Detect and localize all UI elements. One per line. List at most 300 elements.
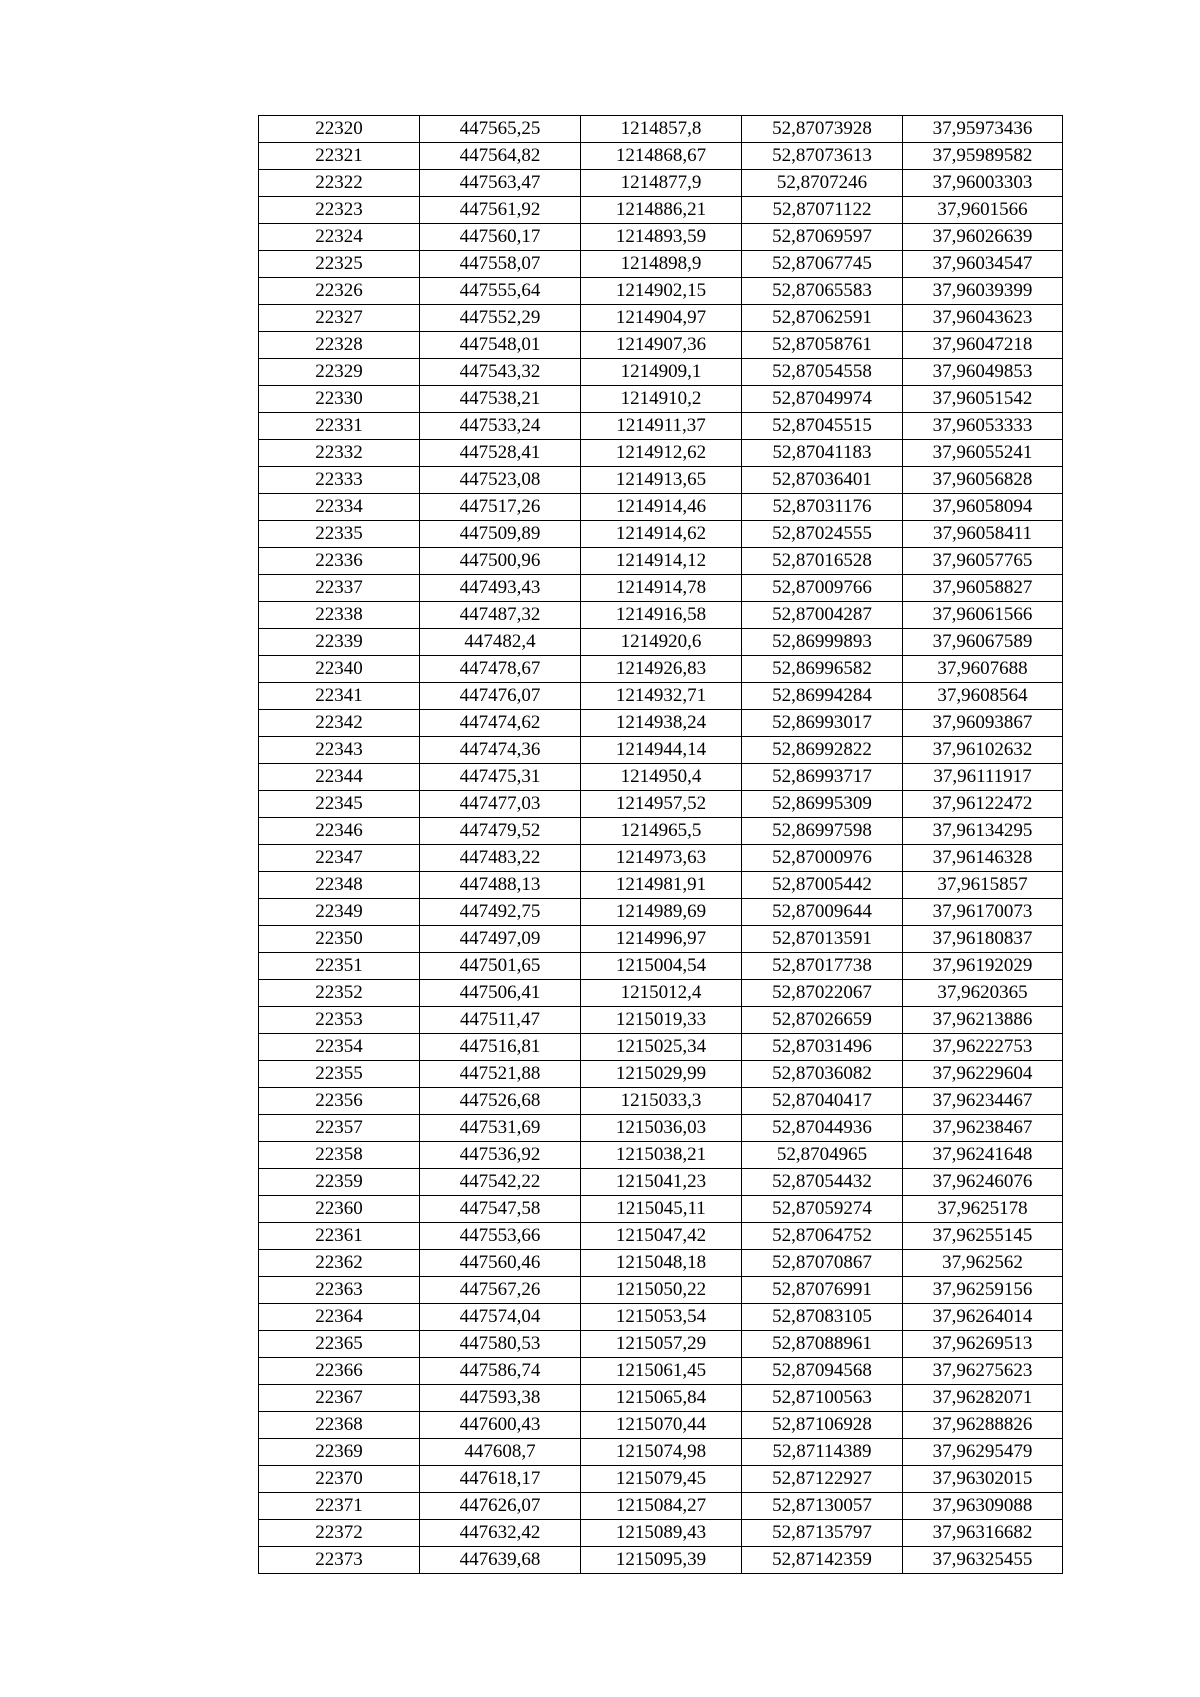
longitude-cell: 37,96039399	[903, 278, 1063, 305]
latitude-cell: 52,87064752	[742, 1223, 903, 1250]
latitude-cell: 52,87017738	[742, 953, 903, 980]
x-coordinate-cell: 447567,26	[420, 1277, 581, 1304]
latitude-cell: 52,87054558	[742, 359, 903, 386]
table-row	[259, 548, 1063, 575]
table-row	[259, 1520, 1063, 1547]
y-coordinate-cell: 1215048,18	[581, 1250, 742, 1277]
x-coordinate-cell: 447487,32	[420, 602, 581, 629]
y-coordinate-cell: 1214902,15	[581, 278, 742, 305]
latitude-cell: 52,86997598	[742, 818, 903, 845]
x-coordinate-cell: 447492,75	[420, 899, 581, 926]
latitude-cell: 52,87041183	[742, 440, 903, 467]
longitude-cell: 37,96093867	[903, 710, 1063, 737]
longitude-cell: 37,96061566	[903, 602, 1063, 629]
latitude-cell: 52,87065583	[742, 278, 903, 305]
y-coordinate-cell: 1215050,22	[581, 1277, 742, 1304]
table-row	[259, 116, 1063, 143]
point-number-cell: 22325	[259, 251, 420, 278]
latitude-cell: 52,86999893	[742, 629, 903, 656]
table-row	[259, 899, 1063, 926]
longitude-cell: 37,96288826	[903, 1412, 1063, 1439]
x-coordinate-cell: 447548,01	[420, 332, 581, 359]
point-number-cell: 22354	[259, 1034, 420, 1061]
y-coordinate-cell: 1214920,6	[581, 629, 742, 656]
longitude-cell: 37,96241648	[903, 1142, 1063, 1169]
table-row	[259, 710, 1063, 737]
longitude-cell: 37,9620365	[903, 980, 1063, 1007]
x-coordinate-cell: 447536,92	[420, 1142, 581, 1169]
table-row	[259, 845, 1063, 872]
x-coordinate-cell: 447474,36	[420, 737, 581, 764]
table-row	[259, 791, 1063, 818]
y-coordinate-cell: 1214914,12	[581, 548, 742, 575]
latitude-cell: 52,8704965	[742, 1142, 903, 1169]
latitude-cell: 52,87067745	[742, 251, 903, 278]
y-coordinate-cell: 1214909,1	[581, 359, 742, 386]
x-coordinate-cell: 447533,24	[420, 413, 581, 440]
table-row	[259, 629, 1063, 656]
y-coordinate-cell: 1215089,43	[581, 1520, 742, 1547]
point-number-cell: 22363	[259, 1277, 420, 1304]
x-coordinate-cell: 447531,69	[420, 1115, 581, 1142]
point-number-cell: 22349	[259, 899, 420, 926]
latitude-cell: 52,87142359	[742, 1547, 903, 1574]
y-coordinate-cell: 1215079,45	[581, 1466, 742, 1493]
table-row	[259, 1385, 1063, 1412]
longitude-cell: 37,96234467	[903, 1088, 1063, 1115]
longitude-cell: 37,962562	[903, 1250, 1063, 1277]
table-row	[259, 1223, 1063, 1250]
x-coordinate-cell: 447608,7	[420, 1439, 581, 1466]
table-row	[259, 1331, 1063, 1358]
y-coordinate-cell: 1214912,62	[581, 440, 742, 467]
table-row	[259, 224, 1063, 251]
latitude-cell: 52,87083105	[742, 1304, 903, 1331]
latitude-cell: 52,86994284	[742, 683, 903, 710]
y-coordinate-cell: 1215047,42	[581, 1223, 742, 1250]
longitude-cell: 37,96047218	[903, 332, 1063, 359]
longitude-cell: 37,96325455	[903, 1547, 1063, 1574]
x-coordinate-cell: 447543,32	[420, 359, 581, 386]
point-number-cell: 22358	[259, 1142, 420, 1169]
latitude-cell: 52,86996582	[742, 656, 903, 683]
longitude-cell: 37,96295479	[903, 1439, 1063, 1466]
y-coordinate-cell: 1215084,27	[581, 1493, 742, 1520]
x-coordinate-cell: 447538,21	[420, 386, 581, 413]
longitude-cell: 37,96056828	[903, 467, 1063, 494]
table-row	[259, 1115, 1063, 1142]
x-coordinate-cell: 447482,4	[420, 629, 581, 656]
x-coordinate-cell: 447561,92	[420, 197, 581, 224]
latitude-cell: 52,87130057	[742, 1493, 903, 1520]
y-coordinate-cell: 1215029,99	[581, 1061, 742, 1088]
x-coordinate-cell: 447476,07	[420, 683, 581, 710]
latitude-cell: 52,87058761	[742, 332, 903, 359]
x-coordinate-cell: 447493,43	[420, 575, 581, 602]
x-coordinate-cell: 447563,47	[420, 170, 581, 197]
point-number-cell: 22338	[259, 602, 420, 629]
y-coordinate-cell: 1214868,67	[581, 143, 742, 170]
latitude-cell: 52,87024555	[742, 521, 903, 548]
table-row	[259, 1412, 1063, 1439]
table-row	[259, 197, 1063, 224]
x-coordinate-cell: 447560,17	[420, 224, 581, 251]
x-coordinate-cell: 447478,67	[420, 656, 581, 683]
latitude-cell: 52,87036082	[742, 1061, 903, 1088]
latitude-cell: 52,87013591	[742, 926, 903, 953]
table-row	[259, 683, 1063, 710]
longitude-cell: 37,96269513	[903, 1331, 1063, 1358]
point-number-cell: 22329	[259, 359, 420, 386]
longitude-cell: 37,96034547	[903, 251, 1063, 278]
latitude-cell: 52,87114389	[742, 1439, 903, 1466]
latitude-cell: 52,87069597	[742, 224, 903, 251]
point-number-cell: 22323	[259, 197, 420, 224]
longitude-cell: 37,96134295	[903, 818, 1063, 845]
x-coordinate-cell: 447497,09	[420, 926, 581, 953]
y-coordinate-cell: 1215061,45	[581, 1358, 742, 1385]
y-coordinate-cell: 1214965,5	[581, 818, 742, 845]
y-coordinate-cell: 1214904,97	[581, 305, 742, 332]
x-coordinate-cell: 447626,07	[420, 1493, 581, 1520]
y-coordinate-cell: 1215095,39	[581, 1547, 742, 1574]
latitude-cell: 52,87122927	[742, 1466, 903, 1493]
table-row	[259, 1547, 1063, 1574]
latitude-cell: 52,87016528	[742, 548, 903, 575]
longitude-cell: 37,96264014	[903, 1304, 1063, 1331]
x-coordinate-cell: 447565,25	[420, 116, 581, 143]
x-coordinate-cell: 447517,26	[420, 494, 581, 521]
longitude-cell: 37,9608564	[903, 683, 1063, 710]
x-coordinate-cell: 447564,82	[420, 143, 581, 170]
y-coordinate-cell: 1215012,4	[581, 980, 742, 1007]
latitude-cell: 52,87040417	[742, 1088, 903, 1115]
y-coordinate-cell: 1215025,34	[581, 1034, 742, 1061]
longitude-cell: 37,96003303	[903, 170, 1063, 197]
latitude-cell: 52,87031176	[742, 494, 903, 521]
latitude-cell: 52,87000976	[742, 845, 903, 872]
latitude-cell: 52,87026659	[742, 1007, 903, 1034]
x-coordinate-cell: 447483,22	[420, 845, 581, 872]
longitude-cell: 37,96238467	[903, 1115, 1063, 1142]
point-number-cell: 22324	[259, 224, 420, 251]
longitude-cell: 37,9601566	[903, 197, 1063, 224]
latitude-cell: 52,86992822	[742, 737, 903, 764]
point-number-cell: 22341	[259, 683, 420, 710]
y-coordinate-cell: 1214957,52	[581, 791, 742, 818]
table-row	[259, 872, 1063, 899]
point-number-cell: 22342	[259, 710, 420, 737]
y-coordinate-cell: 1214926,83	[581, 656, 742, 683]
point-number-cell: 22355	[259, 1061, 420, 1088]
point-number-cell: 22345	[259, 791, 420, 818]
point-number-cell: 22346	[259, 818, 420, 845]
y-coordinate-cell: 1214893,59	[581, 224, 742, 251]
longitude-cell: 37,96282071	[903, 1385, 1063, 1412]
x-coordinate-cell: 447479,52	[420, 818, 581, 845]
point-number-cell: 22337	[259, 575, 420, 602]
latitude-cell: 52,87088961	[742, 1331, 903, 1358]
y-coordinate-cell: 1214913,65	[581, 467, 742, 494]
y-coordinate-cell: 1215065,84	[581, 1385, 742, 1412]
y-coordinate-cell: 1215019,33	[581, 1007, 742, 1034]
point-number-cell: 22328	[259, 332, 420, 359]
x-coordinate-cell: 447580,53	[420, 1331, 581, 1358]
x-coordinate-cell: 447526,68	[420, 1088, 581, 1115]
latitude-cell: 52,87045515	[742, 413, 903, 440]
point-number-cell: 22332	[259, 440, 420, 467]
latitude-cell: 52,87073613	[742, 143, 903, 170]
table-row	[259, 818, 1063, 845]
latitude-cell: 52,87070867	[742, 1250, 903, 1277]
longitude-cell: 37,96102632	[903, 737, 1063, 764]
point-number-cell: 22373	[259, 1547, 420, 1574]
y-coordinate-cell: 1214944,14	[581, 737, 742, 764]
longitude-cell: 37,95973436	[903, 116, 1063, 143]
longitude-cell: 37,96067589	[903, 629, 1063, 656]
x-coordinate-cell: 447593,38	[420, 1385, 581, 1412]
latitude-cell: 52,87054432	[742, 1169, 903, 1196]
latitude-cell: 52,86993717	[742, 764, 903, 791]
y-coordinate-cell: 1214981,91	[581, 872, 742, 899]
latitude-cell: 52,87009644	[742, 899, 903, 926]
latitude-cell: 52,87106928	[742, 1412, 903, 1439]
y-coordinate-cell: 1215041,23	[581, 1169, 742, 1196]
table-row	[259, 737, 1063, 764]
longitude-cell: 37,96246076	[903, 1169, 1063, 1196]
table-row	[259, 359, 1063, 386]
x-coordinate-cell: 447552,29	[420, 305, 581, 332]
point-number-cell: 22370	[259, 1466, 420, 1493]
table-row	[259, 1439, 1063, 1466]
longitude-cell: 37,96170073	[903, 899, 1063, 926]
table-row	[259, 521, 1063, 548]
point-number-cell: 22336	[259, 548, 420, 575]
table-row	[259, 575, 1063, 602]
x-coordinate-cell: 447542,22	[420, 1169, 581, 1196]
longitude-cell: 37,96122472	[903, 791, 1063, 818]
point-number-cell: 22367	[259, 1385, 420, 1412]
point-number-cell: 22351	[259, 953, 420, 980]
point-number-cell: 22372	[259, 1520, 420, 1547]
point-number-cell: 22321	[259, 143, 420, 170]
point-number-cell: 22347	[259, 845, 420, 872]
table-row	[259, 494, 1063, 521]
y-coordinate-cell: 1214898,9	[581, 251, 742, 278]
latitude-cell: 52,86993017	[742, 710, 903, 737]
y-coordinate-cell: 1214916,58	[581, 602, 742, 629]
x-coordinate-cell: 447501,65	[420, 953, 581, 980]
latitude-cell: 52,87135797	[742, 1520, 903, 1547]
latitude-cell: 52,87036401	[742, 467, 903, 494]
y-coordinate-cell: 1214989,69	[581, 899, 742, 926]
point-number-cell: 22369	[259, 1439, 420, 1466]
y-coordinate-cell: 1214886,21	[581, 197, 742, 224]
point-number-cell: 22344	[259, 764, 420, 791]
longitude-cell: 37,96043623	[903, 305, 1063, 332]
point-number-cell: 22327	[259, 305, 420, 332]
point-number-cell: 22330	[259, 386, 420, 413]
point-number-cell: 22335	[259, 521, 420, 548]
latitude-cell: 52,87073928	[742, 116, 903, 143]
table-row	[259, 1196, 1063, 1223]
latitude-cell: 52,87031496	[742, 1034, 903, 1061]
x-coordinate-cell: 447528,41	[420, 440, 581, 467]
latitude-cell: 52,87005442	[742, 872, 903, 899]
longitude-cell: 37,96058094	[903, 494, 1063, 521]
longitude-cell: 37,96111917	[903, 764, 1063, 791]
point-number-cell: 22340	[259, 656, 420, 683]
y-coordinate-cell: 1215074,98	[581, 1439, 742, 1466]
table-row	[259, 386, 1063, 413]
table-row	[259, 602, 1063, 629]
point-number-cell: 22364	[259, 1304, 420, 1331]
longitude-cell: 37,96058411	[903, 521, 1063, 548]
longitude-cell: 37,96302015	[903, 1466, 1063, 1493]
y-coordinate-cell: 1214996,97	[581, 926, 742, 953]
point-number-cell: 22343	[259, 737, 420, 764]
longitude-cell: 37,9607688	[903, 656, 1063, 683]
x-coordinate-cell: 447560,46	[420, 1250, 581, 1277]
x-coordinate-cell: 447586,74	[420, 1358, 581, 1385]
table-row	[259, 1061, 1063, 1088]
point-number-cell: 22348	[259, 872, 420, 899]
table-row	[259, 251, 1063, 278]
x-coordinate-cell: 447555,64	[420, 278, 581, 305]
latitude-cell: 52,87100563	[742, 1385, 903, 1412]
table-row	[259, 278, 1063, 305]
x-coordinate-cell: 447558,07	[420, 251, 581, 278]
x-coordinate-cell: 447500,96	[420, 548, 581, 575]
y-coordinate-cell: 1214911,37	[581, 413, 742, 440]
y-coordinate-cell: 1214877,9	[581, 170, 742, 197]
latitude-cell: 52,87009766	[742, 575, 903, 602]
table-row	[259, 467, 1063, 494]
coordinates-table	[258, 115, 1063, 1574]
longitude-cell: 37,96192029	[903, 953, 1063, 980]
x-coordinate-cell: 447553,66	[420, 1223, 581, 1250]
x-coordinate-cell: 447574,04	[420, 1304, 581, 1331]
longitude-cell: 37,96055241	[903, 440, 1063, 467]
y-coordinate-cell: 1214932,71	[581, 683, 742, 710]
point-number-cell: 22366	[259, 1358, 420, 1385]
y-coordinate-cell: 1215070,44	[581, 1412, 742, 1439]
latitude-cell: 52,87076991	[742, 1277, 903, 1304]
point-number-cell: 22365	[259, 1331, 420, 1358]
x-coordinate-cell: 447547,58	[420, 1196, 581, 1223]
longitude-cell: 37,96309088	[903, 1493, 1063, 1520]
point-number-cell: 22326	[259, 278, 420, 305]
point-number-cell: 22333	[259, 467, 420, 494]
table-row	[259, 764, 1063, 791]
y-coordinate-cell: 1215004,54	[581, 953, 742, 980]
y-coordinate-cell: 1214907,36	[581, 332, 742, 359]
x-coordinate-cell: 447511,47	[420, 1007, 581, 1034]
table-row	[259, 1358, 1063, 1385]
y-coordinate-cell: 1214914,78	[581, 575, 742, 602]
table-row	[259, 1250, 1063, 1277]
table-row	[259, 1142, 1063, 1169]
point-number-cell: 22331	[259, 413, 420, 440]
x-coordinate-cell: 447509,89	[420, 521, 581, 548]
x-coordinate-cell: 447600,43	[420, 1412, 581, 1439]
point-number-cell: 22353	[259, 1007, 420, 1034]
longitude-cell: 37,96255145	[903, 1223, 1063, 1250]
x-coordinate-cell: 447618,17	[420, 1466, 581, 1493]
table-row	[259, 1088, 1063, 1115]
longitude-cell: 37,96213886	[903, 1007, 1063, 1034]
table-row	[259, 413, 1063, 440]
longitude-cell: 37,96049853	[903, 359, 1063, 386]
latitude-cell: 52,87022067	[742, 980, 903, 1007]
longitude-cell: 37,9625178	[903, 1196, 1063, 1223]
longitude-cell: 37,96058827	[903, 575, 1063, 602]
point-number-cell: 22357	[259, 1115, 420, 1142]
y-coordinate-cell: 1214938,24	[581, 710, 742, 737]
longitude-cell: 37,96051542	[903, 386, 1063, 413]
table-row	[259, 1466, 1063, 1493]
point-number-cell: 22320	[259, 116, 420, 143]
point-number-cell: 22356	[259, 1088, 420, 1115]
longitude-cell: 37,96180837	[903, 926, 1063, 953]
point-number-cell: 22359	[259, 1169, 420, 1196]
y-coordinate-cell: 1214973,63	[581, 845, 742, 872]
table-row	[259, 143, 1063, 170]
table-row	[259, 1493, 1063, 1520]
x-coordinate-cell: 447475,31	[420, 764, 581, 791]
point-number-cell: 22322	[259, 170, 420, 197]
table-row	[259, 1169, 1063, 1196]
longitude-cell: 37,9615857	[903, 872, 1063, 899]
y-coordinate-cell: 1214950,4	[581, 764, 742, 791]
point-number-cell: 22368	[259, 1412, 420, 1439]
x-coordinate-cell: 447516,81	[420, 1034, 581, 1061]
x-coordinate-cell: 447477,03	[420, 791, 581, 818]
y-coordinate-cell: 1214857,8	[581, 116, 742, 143]
point-number-cell: 22362	[259, 1250, 420, 1277]
x-coordinate-cell: 447506,41	[420, 980, 581, 1007]
point-number-cell: 22361	[259, 1223, 420, 1250]
longitude-cell: 37,96026639	[903, 224, 1063, 251]
latitude-cell: 52,8707246	[742, 170, 903, 197]
y-coordinate-cell: 1214910,2	[581, 386, 742, 413]
coordinates-table-body	[259, 116, 1063, 1574]
longitude-cell: 37,96057765	[903, 548, 1063, 575]
table-row	[259, 656, 1063, 683]
x-coordinate-cell: 447523,08	[420, 467, 581, 494]
y-coordinate-cell: 1215053,54	[581, 1304, 742, 1331]
latitude-cell: 52,87049974	[742, 386, 903, 413]
latitude-cell: 52,87062591	[742, 305, 903, 332]
table-row	[259, 170, 1063, 197]
x-coordinate-cell: 447488,13	[420, 872, 581, 899]
latitude-cell: 52,87059274	[742, 1196, 903, 1223]
table-row	[259, 980, 1063, 1007]
table-row	[259, 953, 1063, 980]
longitude-cell: 37,96275623	[903, 1358, 1063, 1385]
longitude-cell: 37,96316682	[903, 1520, 1063, 1547]
longitude-cell: 37,96222753	[903, 1034, 1063, 1061]
latitude-cell: 52,87004287	[742, 602, 903, 629]
latitude-cell: 52,87071122	[742, 197, 903, 224]
longitude-cell: 37,96229604	[903, 1061, 1063, 1088]
y-coordinate-cell: 1215036,03	[581, 1115, 742, 1142]
latitude-cell: 52,86995309	[742, 791, 903, 818]
longitude-cell: 37,96259156	[903, 1277, 1063, 1304]
table-row	[259, 1304, 1063, 1331]
longitude-cell: 37,96146328	[903, 845, 1063, 872]
table-row	[259, 926, 1063, 953]
